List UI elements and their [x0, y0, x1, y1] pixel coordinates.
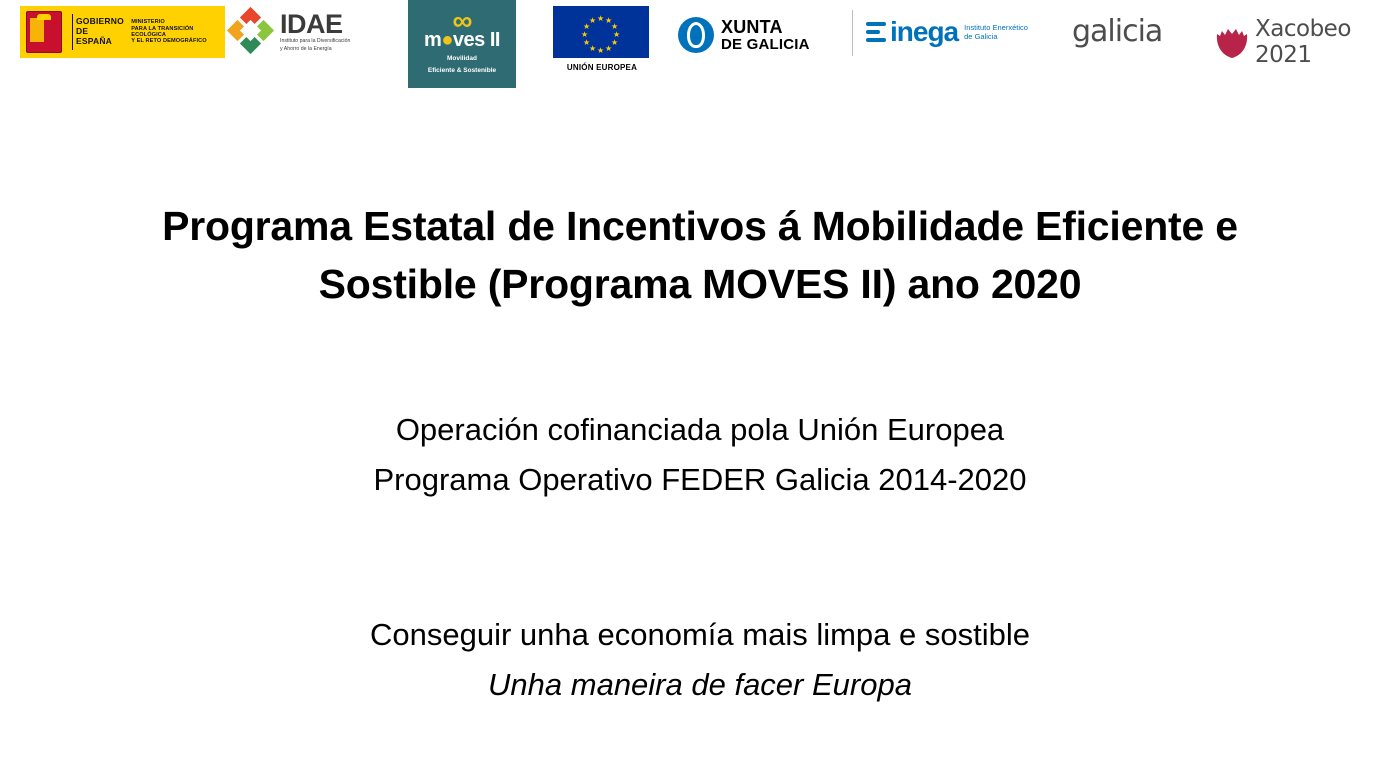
slide-content: [0, 92, 1400, 775]
moves-sub-line1: Movilidad: [447, 55, 477, 63]
inega-sub-line2: de Galicia: [964, 32, 998, 41]
closing-statement: [50, 610, 1350, 710]
title-line-1: Programa Estatal de Incentivos á Mobilidade Eficiente e: [162, 203, 1238, 249]
moves-ii-logo: [408, 0, 516, 88]
xunta-de-galicia-logo: [678, 14, 846, 56]
divider: [72, 14, 73, 50]
idae-sub-line2: y Ahorro de la Energía: [280, 45, 332, 52]
xacobeo-wordmark: Xacobeo 2021: [1255, 16, 1351, 68]
logo-bar: [0, 0, 1400, 92]
idae-sub-line1: Instituto para la Diversificación: [280, 38, 351, 45]
xunta-line2: DE GALICIA: [721, 35, 810, 53]
ministry-line1: MINISTERIO: [131, 19, 165, 26]
logo-divider: [852, 10, 853, 56]
moves-wordmark: [408, 29, 516, 52]
gobierno-line2: DE ESPAÑA: [76, 26, 112, 46]
xacobeo-2021-logo: [1215, 16, 1400, 68]
subtitle-line-1: Operación cofinanciada pola Unión Europea: [395, 412, 1005, 447]
closing-motto: Unha maneira de facer Europa: [488, 667, 912, 703]
eu-flag-icon: ★ ★ ★ ★ ★ ★ ★ ★ ★ ★ ★ ★: [553, 6, 649, 58]
spain-coat-of-arms-icon: [26, 11, 62, 53]
idae-wordmark: IDAE: [280, 9, 343, 40]
ministry-line2: PARA LA TRANSICIÓN ECOLÓGICA: [131, 25, 194, 38]
idae-logo: [228, 8, 383, 56]
xunta-chalice-icon: [678, 17, 714, 53]
inega-logo: [866, 18, 1028, 46]
moves-sub-line2: Eficiente & Sostenible: [427, 66, 497, 74]
inega-sub-line1: Instituto Enerxético: [964, 22, 1028, 32]
moves-word-rest: ves: [452, 29, 485, 52]
ministry-line3: Y EL RETO DEMOGRÁFICO: [131, 38, 207, 45]
inega-wordmark: inega: [890, 16, 959, 47]
gobierno-de-espana-logo: [20, 6, 225, 58]
page-title: [50, 197, 1350, 313]
moves-roman: II: [489, 29, 500, 52]
xunta-line1: XUNTA: [721, 16, 783, 37]
closing-line-1: Conseguir unha economía mais limpa e sostible: [370, 617, 1030, 652]
scallop-shell-icon: [1215, 25, 1249, 59]
idae-diamond-icon: [228, 9, 274, 55]
moves-word-o: ●: [441, 29, 453, 52]
title-line-2: Sostible (Programa MOVES II) ano 2020: [318, 261, 1082, 308]
subtitle-line-2: Programa Operativo FEDER Galicia 2014-2020: [373, 462, 1027, 498]
subtitle: [50, 405, 1350, 505]
eu-caption: UNIÓN EUROPEA: [566, 63, 638, 72]
galicia-logo: galicia: [1072, 14, 1163, 49]
moves-word-m: m: [424, 29, 442, 52]
inega-bars-icon: [866, 21, 886, 43]
moves-ribbon-icon: ∞: [452, 5, 472, 36]
gobierno-line1: GOBIERNO: [76, 16, 124, 27]
union-europea-logo: [553, 6, 651, 72]
